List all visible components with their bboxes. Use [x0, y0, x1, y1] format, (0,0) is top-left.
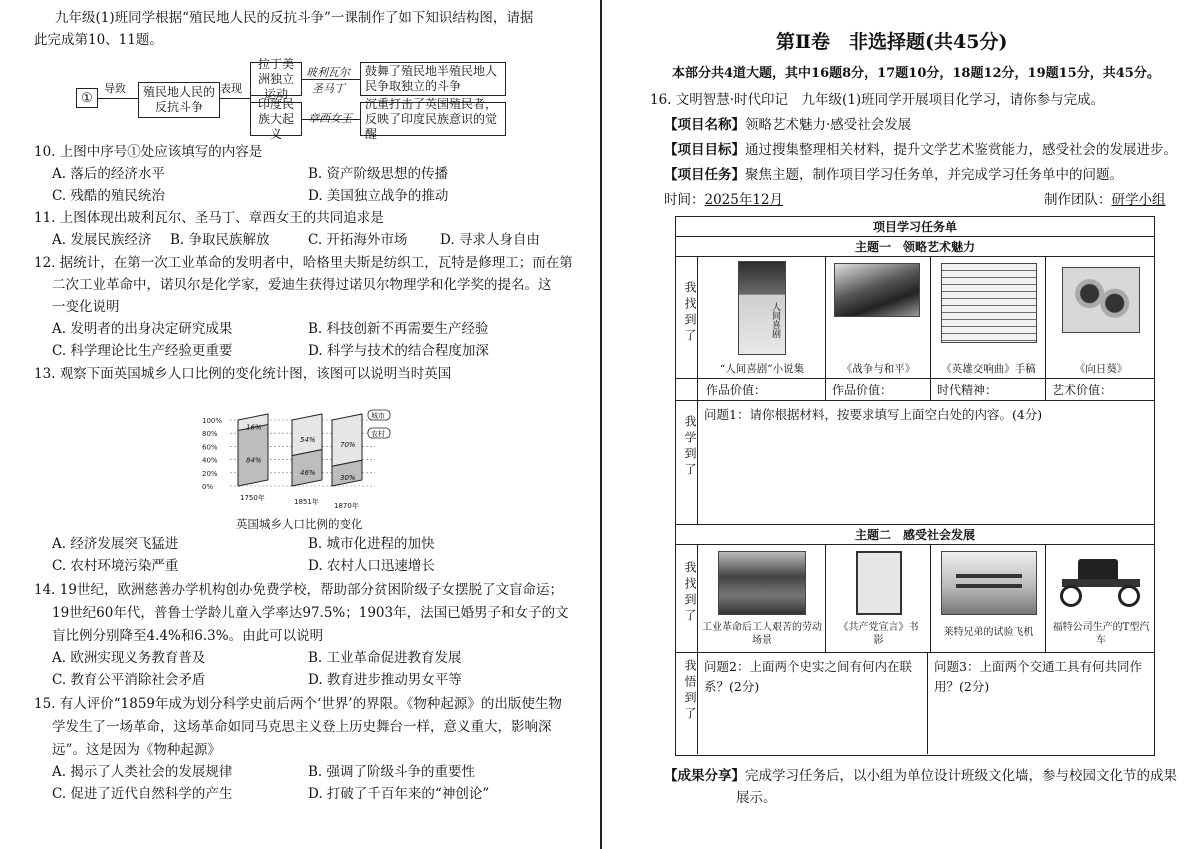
q13-option-a: A. 经济发展突飞猛进: [52, 536, 179, 552]
share-text: 完成学习任务后，以小组为单位设计班级文化墙，参与校园文化节的成果: [745, 768, 1177, 784]
book-cover-title: 人间喜剧: [770, 302, 780, 338]
urban-bar: [332, 414, 362, 466]
manifesto-cover-image: [856, 551, 902, 615]
x-category-label: 1750年: [240, 494, 265, 502]
share-label: 【成果分享】: [664, 768, 745, 784]
project-task-value: 聚焦主题，制作项目学习任务单，并完成学习任务单中的问题。: [745, 167, 1123, 183]
arrow-label-lead: 导致: [104, 82, 126, 95]
diagram-bottom-box: 印度民族大起义: [250, 102, 302, 136]
intro-line-2: 此完成第10、11题。: [34, 32, 163, 48]
found-row-2: [676, 545, 1154, 653]
project-task-label: 【项目任务】: [664, 167, 745, 183]
team-row: [1044, 190, 1166, 210]
car-wheel-front: [1060, 585, 1082, 607]
book-cover-image: [738, 261, 786, 355]
value-label-3: 时代精神：: [937, 383, 998, 397]
car-body-shape: [1078, 559, 1118, 579]
found-side-cell-1: [676, 257, 698, 378]
hand-rani: 章西女王: [308, 112, 352, 125]
value-cell-3: [931, 379, 1046, 400]
caption-airplane: 莱特兄弟的试验飞机: [943, 627, 1034, 638]
q12-option-a: A. 发明者的出身决定研究成果: [52, 321, 233, 337]
value-label-1: 作品价值：: [706, 383, 767, 397]
caption-eroica: 《英雄交响曲》手稿: [941, 363, 1036, 375]
q14-option-a: A. 欧洲实现义务教育普及: [52, 650, 206, 666]
q14-option-d: D. 教育进步推动男女平等: [308, 672, 462, 688]
share-line-2: 展示。: [736, 790, 777, 806]
chart-caption: 英国城乡人口比例的变化: [236, 517, 363, 531]
q13-option-b: B. 城市化进程的加快: [308, 536, 435, 552]
diagram-bottom-result: 沉重打击了英国殖民者，反映了印度民族意识的觉醒: [360, 102, 506, 136]
q15-option-a: A. 揭示了人类社会的发展规律: [52, 764, 233, 780]
value-label-2: 作品价值：: [832, 383, 893, 397]
caption-human-comedy: “人间喜剧”小说集: [719, 363, 805, 375]
arrow-line-2: [220, 98, 250, 99]
y-tick-label: 0%: [202, 483, 214, 491]
y-tick-label: 100%: [202, 417, 223, 425]
intro-line-1: 九年级(1)班同学根据“殖民地人民的反抗斗争”一课制作了如下知识结构图，请据: [55, 10, 534, 26]
question-1: 问题1：请你根据材料，按要求填写上面空白处的内容。(4分): [704, 407, 1043, 422]
rural-value-label: 30%: [340, 474, 356, 483]
airplane-wing-shape-2: [956, 584, 1022, 588]
q15-line-2: 学发生了一场革命，这场革命如同马克思主义登上历史舞台一样，意义重大，影响深: [52, 719, 552, 735]
side-label-found-2: 我找到了: [683, 561, 697, 625]
hand-san-martin: 圣马丁: [312, 82, 345, 95]
section-note: 本部分共4道大题，其中16题8分，17题10分，18题12分，19题15分，共45分。: [672, 66, 1160, 81]
q15-line-1: 15. 有人评价“1859年成为划分科学史前后两个‘世界’的界限。《物种起源》的出版使生物: [34, 696, 562, 712]
q14-option-b: B. 工业革命促进教育发展: [308, 650, 462, 666]
q10-option-b: B. 资产阶级思想的传播: [308, 166, 449, 182]
found-row-1: [676, 257, 1154, 379]
urban-bar: [292, 414, 322, 456]
diagram-top-box: 拉丁美洲独立运动: [250, 62, 302, 96]
urban-value-label: 70%: [340, 441, 356, 450]
y-tick-label: 20%: [202, 469, 218, 478]
q14-line-3: 盲比例分别降至4.4%和6.3%。由此可以说明: [52, 628, 324, 644]
arrow-label-show: 表现: [220, 82, 242, 95]
found-side-cell-2: [676, 545, 698, 652]
population-chart: [200, 398, 400, 516]
urban-value-label: 16%: [246, 423, 262, 432]
diagram-center-box: 殖民地人民的反抗斗争: [138, 82, 220, 118]
project-name-row: [664, 115, 911, 135]
q10-option-a: A. 落后的经济水平: [52, 166, 165, 182]
section-title: 第Ⅱ卷 非选择题(共45分): [776, 31, 1008, 53]
q11-option-b: B. 争取民族解放: [170, 232, 270, 248]
car-wheel-back: [1118, 585, 1140, 607]
project-task-row: [664, 165, 1123, 185]
hand-bolivar: 玻利瓦尔: [306, 66, 350, 79]
q12-option-d: D. 科学与技术的结合程度加深: [308, 343, 489, 359]
theme2-row: [676, 525, 1154, 545]
project-goal-row: [664, 140, 1177, 160]
q11-option-a: A. 发展民族经济: [52, 232, 152, 248]
value-label-4: 艺术价值：: [1052, 383, 1113, 397]
q10-option-c: C. 残酷的殖民统治: [52, 188, 165, 204]
theme1-title: 主题一 领略艺术魅力: [854, 240, 975, 254]
learned-row: [676, 401, 1154, 525]
arrow-line-bottom: [302, 119, 360, 120]
caption-manifesto: 《共产党宣言》书影: [838, 622, 919, 646]
cell-airplane: [931, 545, 1046, 652]
thought-side-cell: [676, 653, 698, 754]
side-label-thought: 我悟到了: [683, 659, 697, 723]
caption-car: 福特公司生产的T型汽车: [1052, 622, 1150, 646]
eroica-manuscript-image: [941, 263, 1037, 343]
task-table: [675, 216, 1155, 756]
q12-option-c: C. 科学理论比生产经验更重要: [52, 343, 233, 359]
caption-factory: 工业革命后工人艰苦的劳动场景: [702, 622, 822, 646]
q12-line-2: 二次工业革命中，诺贝尔是化学家，爱迪生获得过诺贝尔物理学和化学奖的提名。这: [52, 277, 552, 293]
legend-rural-label: 农村: [371, 430, 385, 438]
x-category-label: 1851年: [294, 498, 319, 506]
q11-option-c: C. 开拓海外市场: [308, 232, 408, 248]
q12-line-1: 12. 据统计，在第一次工业革命的发明者中，哈格里夫斯是纺织工，瓦特是修理工；而在第: [34, 255, 573, 271]
cell-war-peace: [826, 257, 931, 378]
cell-sunflowers: [1046, 257, 1156, 378]
caption-sunflowers: 《向日葵》: [1074, 363, 1128, 375]
y-tick-label: 40%: [202, 456, 218, 465]
legend-urban-label: 城市: [371, 412, 385, 420]
diagram-top-result: 鼓舞了殖民地半殖民地人民争取独立的斗争: [360, 62, 506, 96]
urban-value-label: 54%: [300, 435, 316, 444]
q15-option-c: C. 促进了近代自然科学的产生: [52, 786, 233, 802]
q15-option-b: B. 强调了阶级斗争的重要性: [308, 764, 476, 780]
value-cell-4: [1046, 379, 1156, 400]
cell-factory: [698, 545, 826, 652]
q13-stem: 13. 观察下面英国城乡人口比例的变化统计图，该图可以说明当时英国: [34, 366, 452, 382]
q3-cell: [928, 653, 1156, 754]
q11-stem: 11. 上图体现出玻利瓦尔、圣马丁、章西女王的共同追求是: [34, 210, 384, 226]
question-2: 问题2：上面两个史实之间有何内在联系？(2分): [704, 659, 912, 694]
q11-option-d: D. 寻求人身自由: [440, 232, 540, 248]
table-title: 项目学习任务单: [872, 220, 957, 234]
arrow-line-1: [98, 98, 138, 99]
rural-bar: [238, 425, 268, 486]
wright-airplane-image: [941, 551, 1037, 615]
q10-stem: 10. 上图中序号①处应该填写的内容是: [34, 144, 263, 160]
cell-book: [698, 257, 826, 378]
thought-row: [676, 653, 1154, 754]
side-label-found-1: 我找到了: [683, 281, 697, 345]
y-tick-label: 80%: [202, 430, 218, 439]
cell-manifesto: [826, 545, 931, 652]
value-cell-1: [698, 379, 826, 400]
q10-option-d: D. 美国独立战争的推动: [308, 188, 449, 204]
arrow-line-top: [302, 79, 360, 80]
project-name-label: 【项目名称】: [664, 117, 745, 133]
x-category-label: 1870年: [334, 502, 359, 510]
q15-line-3: 远”。这是因为《物种起源》: [52, 742, 221, 758]
q12-line-3: 一变化说明: [52, 299, 120, 315]
time-row: [664, 190, 783, 210]
project-name-value: 领略艺术魅力·感受社会发展: [745, 117, 912, 133]
q2-cell: [698, 653, 928, 754]
rural-value-label: 46%: [300, 468, 316, 477]
q13-option-d: D. 农村人口迅速增长: [308, 558, 435, 574]
share-row: [664, 766, 1177, 786]
rural-bar: [292, 450, 322, 486]
sunflowers-image: [1062, 267, 1140, 333]
diagram-circle-blank: ①: [76, 88, 98, 108]
q14-line-1: 14. 19世纪，欧洲慈善办学机构创办免费学校，帮助部分贫困阶级子女摆脱了文盲命运；: [34, 582, 563, 598]
time-value: 2025年12月: [704, 192, 784, 208]
project-goal-label: 【项目目标】: [664, 142, 745, 158]
side-label-learned: 我学到了: [683, 415, 697, 479]
value-row: [676, 379, 1154, 401]
q14-option-c: C. 教育公平消除社会矛盾: [52, 672, 206, 688]
y-tick-label: 60%: [202, 443, 218, 452]
value-cell-2: [826, 379, 931, 400]
team-label: 制作团队：: [1044, 192, 1112, 208]
cell-car: [1046, 545, 1156, 652]
team-value: 研学小组: [1111, 192, 1166, 208]
project-goal-value: 通过搜集整理相关材料，提升文学艺术鉴赏能力，感受社会的发展进步。: [745, 142, 1177, 158]
value-side-cell: [676, 379, 698, 400]
question-3: 问题3：上面两个交通工具有何共同作用？(2分): [934, 659, 1142, 694]
q16-stem: 16. 文明智慧·时代印记 九年级(1)班同学开展项目化学习，请你参与完成。: [650, 92, 1105, 108]
q13-option-c: C. 农村环境污染严重: [52, 558, 179, 574]
learned-side-cell: [676, 401, 698, 524]
rural-value-label: 84%: [246, 456, 262, 465]
factory-workers-image: [718, 551, 806, 615]
model-t-car-image: [1056, 555, 1146, 611]
airplane-wing-shape: [956, 574, 1022, 578]
page-divider: [600, 0, 602, 849]
time-label: 时间：: [664, 192, 705, 208]
caption-war-peace: 《战争与和平》: [841, 363, 916, 375]
q14-line-2: 19世纪60年代，普鲁士学龄儿童入学率达97.5%；1903年，法国已婚男子和女子的文: [52, 605, 569, 621]
theme1-row: [676, 237, 1154, 257]
cell-eroica: [931, 257, 1046, 378]
table-title-row: [676, 217, 1154, 237]
q12-option-b: B. 科技创新不再需要生产经验: [308, 321, 489, 337]
theme2-title: 主题二 感受社会发展: [854, 528, 975, 542]
q15-option-d: D. 打破了千百年来的“神创论”: [308, 786, 490, 802]
war-peace-image: [834, 263, 920, 317]
